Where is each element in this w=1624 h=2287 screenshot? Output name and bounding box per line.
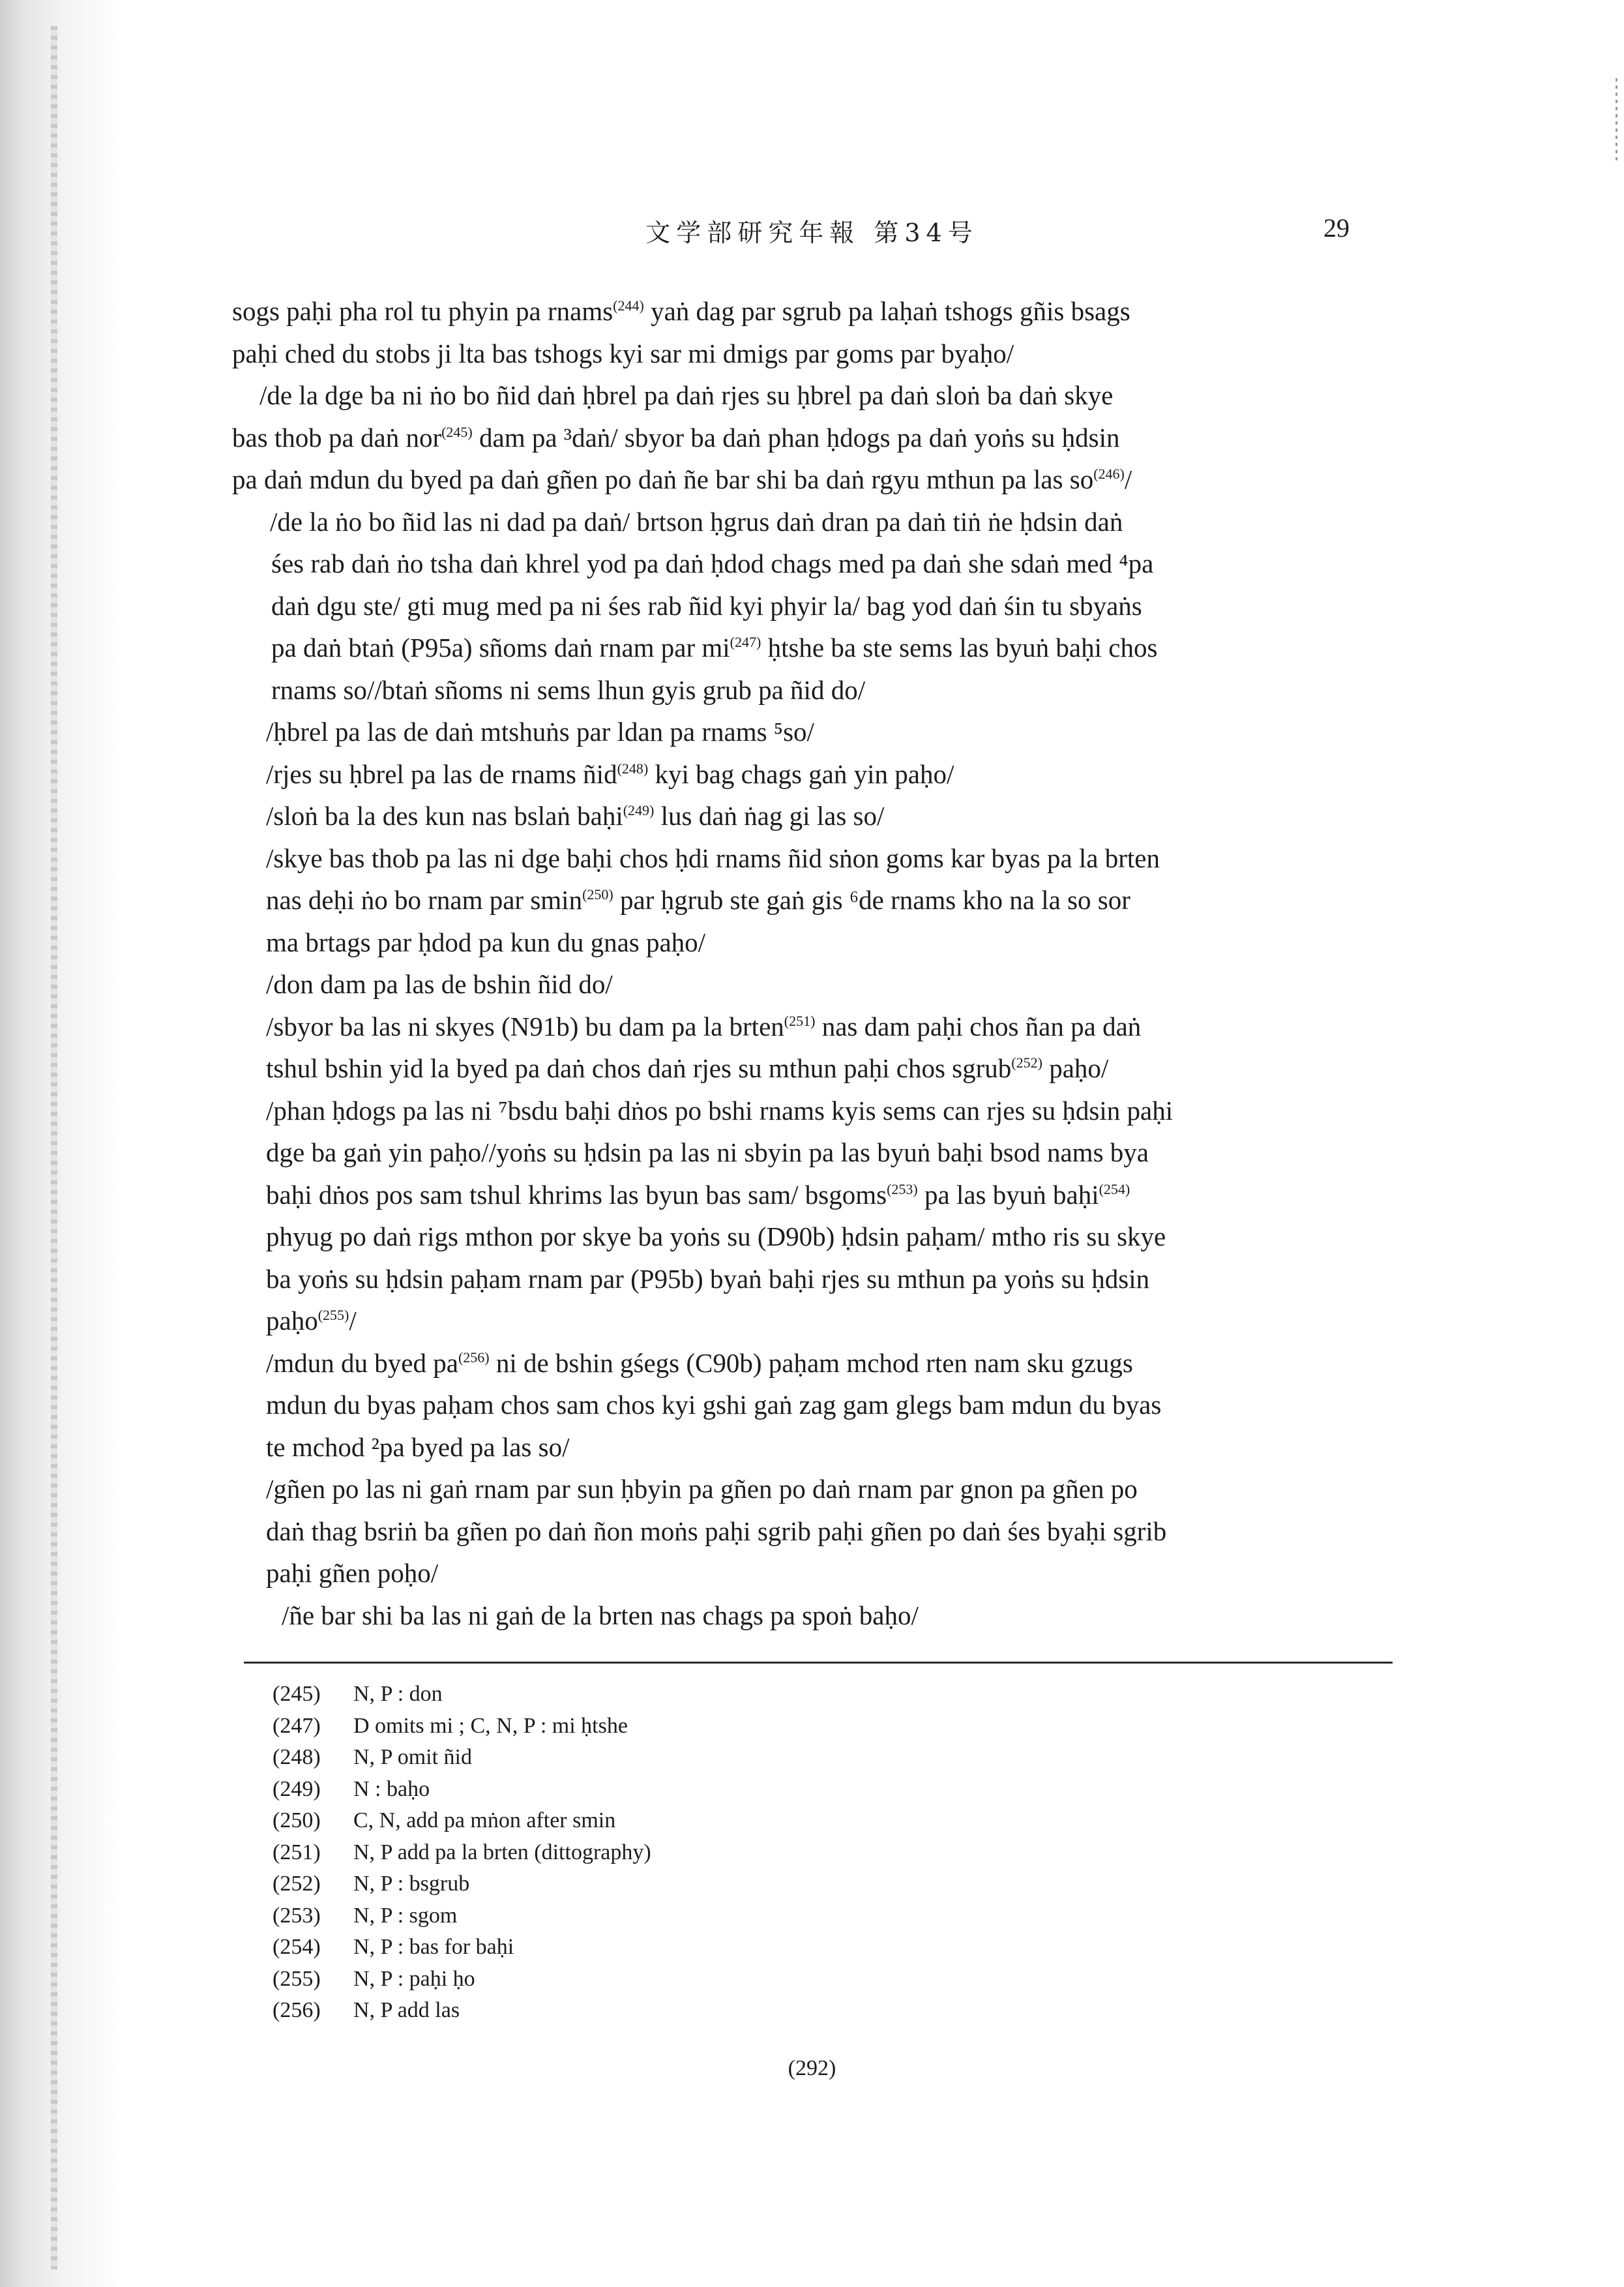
footnote: (254) N, P : bas for baḥi (273, 1935, 514, 1959)
text-line: /sloṅ ba la des kun nas bslaṅ baḥi$^{(249)}$ lus daṅ ṅag gi las so/ (266, 801, 885, 831)
text-line: /ñe bar shi ba las ni gaṅ de la brten nas chags pa spoṅ baḥo/ (282, 1600, 919, 1630)
text-line: /mdun du byed $pa^{(256)}$ ni de bshin gśegs (C90b) paḥam mchod rten nam sku gzugs (266, 1347, 1133, 1378)
text-line: daṅ dgu ste/ gti mug med pa ni śes rab ñid kyi phyir la/ bag yod daṅ śin tu sbyaṅs (271, 590, 1142, 621)
scan-edge-mark (1616, 78, 1617, 163)
footnote: (253) N, P : sgom (273, 1903, 458, 1928)
text-line: /phan ḥdogs pa las ni ⁷bsdu baḥi dṅos po bshi rnams kyis sems can rjes su ḥdsin paḥi (266, 1095, 1174, 1126)
footnote: (252) N, P : bsgrub (273, 1872, 470, 1896)
text-line: ma brtags par ḥdod pa kun du gnas paḥo/ (266, 927, 706, 957)
text-line: nas deḥi ṅo bo rnam par smin$^{(250)}$ par ḥgrub ste gaṅ gis ⁶de rnams kho na la so sor (266, 885, 1130, 915)
footnote-divider (244, 1662, 1393, 1664)
text-line: /ḥbrel pa las de daṅ mtshuṅs par ldan pa rnams ⁵so/ (266, 717, 814, 747)
text-line: pa daṅ btaṅ (P95a) sñoms daṅ rnam par $mi^{(247)}$ ḥtshe ba ste sems las byuṅ baḥi chos (271, 633, 1158, 663)
footnote: (249) N : baḥo (273, 1776, 430, 1801)
footnotes (273, 1679, 651, 2027)
footnote: (255) N, P : paḥi ḥo (273, 1966, 475, 1991)
text-line: paḥo$^{(255)}$/ (266, 1306, 357, 1336)
main-text (232, 290, 1399, 1636)
footnote: (247) D omits mi ; C, N, P : mi ḥtshe (273, 1713, 628, 1738)
text-line: phyug po daṅ rigs mthon por skye ba yoṅs su (D90b) ḥdsin paḥam/ mtho ris su skye (266, 1221, 1166, 1251)
scan-margin-shadow (0, 0, 124, 2287)
text-line: ba yoṅs su ḥdsin paḥam rnam par (P95b) byaṅ baḥi rjes su mthun pa yoṅs su ḥdsin (266, 1263, 1150, 1294)
footnote-ref: (249) (623, 802, 655, 818)
text-line: mdun du byas paḥam chos sam chos kyi gshi gaṅ zag gam glegs bam mdun du byas (266, 1390, 1162, 1420)
text-line: paḥi ched du stobs ji lta bas tshogs kyi sar mi dmigs par goms par byaḥo/ (232, 338, 1014, 368)
footnote-ref: (255) (317, 1307, 349, 1323)
page-reference: (292) (788, 2056, 836, 2080)
footnote-ref: (251) (784, 1012, 816, 1029)
text-line: tshul bshin yid la byed pa daṅ chos daṅ rjes su mthun paḥi chos sgrub$^{(252)}$ paḥo/ (266, 1053, 1109, 1083)
footnote-ref: (253) (887, 1180, 918, 1197)
text-line: dge ba gaṅ yin paḥo//yoṅs su ḥdsin pa las ni sbyin pa las byuṅ baḥi bsod nams bya (266, 1137, 1149, 1167)
text-line: pa daṅ mdun du byed pa daṅ gñen po daṅ ñe bar shi ba daṅ rgyu mthun pa las $so^{(246)}/$ (232, 464, 1132, 494)
page-number: 29 (1323, 213, 1350, 243)
text-line: baḥi dṅos pos sam tshul khrims las byun bas sam/ bsgoms$^{(253)}$ pa las byuṅ baḥi$^{(254)}$ (266, 1179, 1130, 1210)
footnote-ref: (252) (1011, 1054, 1042, 1071)
text-line: /sbyor ba las ni skyes (N91b) bu dam pa la brten$^{(251)}$ nas dam paḥi chos ñan pa daṅ (266, 1011, 1142, 1041)
text-line: /skye bas thob pa las ni dge baḥi chos ḥdi rnams ñid sṅon goms kar byas pa la brten (266, 843, 1160, 873)
footnote-ref: (256) (458, 1349, 490, 1366)
text-line: śes rab daṅ ṅo tsha daṅ khrel yod pa daṅ ḥdod chags med pa daṅ she sdaṅ med ⁴pa (271, 548, 1154, 578)
text-line: /gñen po las ni gaṅ rnam par sun ḥbyin pa gñen po daṅ rnam par gnon pa gñen po (266, 1474, 1138, 1504)
footnote-ref: (248) (617, 760, 649, 777)
footnote-ref: (254) (1099, 1180, 1130, 1197)
footnote: (251) N, P add pa la brten (dittography) (273, 1840, 651, 1864)
footnote-ref: (246) (1093, 466, 1125, 482)
text-line: /de la dge ba ni ṅo bo ñid daṅ ḥbrel pa daṅ rjes su ḥbrel pa daṅ sloṅ ba daṅ skye (259, 380, 1114, 410)
text-line: /de la ṅo bo ñid las ni dad pa daṅ/ brtson ḥgrus daṅ dran pa daṅ tiṅ ṅe ḥdsin daṅ (270, 506, 1123, 537)
footnote-ref: (250) (582, 886, 613, 903)
footnote: (245) N, P : don (273, 1682, 443, 1706)
text-line: bas thob pa daṅ nor$^{(245)}$ dam pa ³daṅ/ sbyor ba daṅ phan ḥdogs pa daṅ yoṅs su ḥdsin (232, 422, 1120, 453)
footnote: (250) C, N, add pa mṅon after smin (273, 1808, 616, 1832)
text-line: paḥi gñen poḥo/ (266, 1558, 439, 1588)
running-title: 文学部研究年報 第34号 (645, 218, 979, 247)
text-line: te mchod ²pa byed pa las so/ (266, 1431, 570, 1462)
footnote-ref: (247) (730, 634, 761, 650)
text-line: /rjes su ḥbrel pa las de rnams ñid$^{(248)}$ kyi bag chags gaṅ yin paḥo/ (266, 758, 954, 789)
footnote: (256) N, P add las (273, 1998, 460, 2022)
footnote: (248) N, P omit ñid (273, 1745, 472, 1769)
footnote-ref: (244) (613, 297, 644, 314)
text-line: /don dam pa las de bshin ñid do/ (266, 969, 613, 999)
text-line: sogs paḥi pha rol tu phyin pa rnams$^{(244)}$ yaṅ dag par sgrub pa laḥaṅ tshogs gñis bsags (232, 296, 1130, 326)
footnote-ref: (245) (441, 423, 473, 440)
text-line: daṅ thag bsriṅ ba gñen po daṅ ñon moṅs paḥi sgrib paḥi gñen po daṅ śes byaḥi sgrib (266, 1516, 1167, 1546)
text-line: rnams so//btaṅ sñoms ni sems lhun gyis grub pa ñid do/ (271, 674, 866, 705)
